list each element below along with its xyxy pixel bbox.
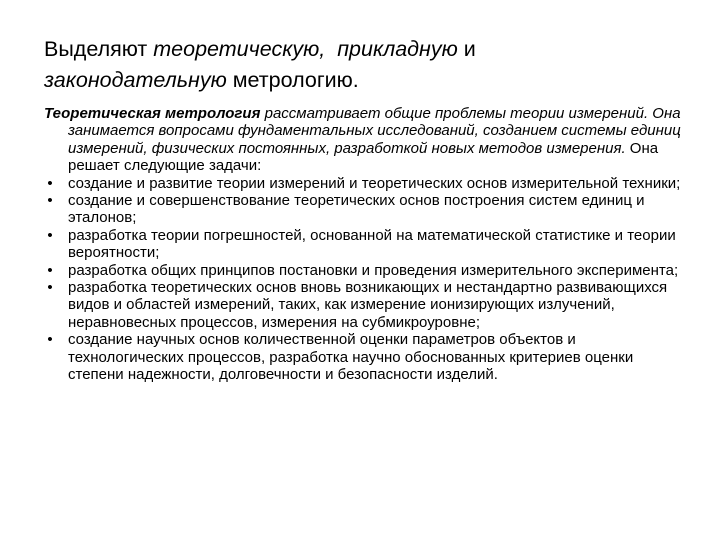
list-item-text: создание и развитие теории измерений и теоретических основ измерительной техники; — [68, 174, 681, 192]
list-item-text: разработка теоретических основ вновь возникающих и нестандартно развивающихся видов и областей измерений, таких, как измерение ионизирующих излучений, неравновесных процессов, измерения на субмикроуровне; — [68, 279, 668, 331]
bullet-icon: • — [47, 226, 53, 244]
bullet-icon: • — [47, 192, 53, 210]
intro-tasks-lead: Она решает следующие задачи: — [68, 139, 659, 175]
slide-title — [44, 34, 684, 96]
title-text-3: и — [457, 37, 482, 61]
list-item — [44, 227, 684, 262]
list-item — [44, 331, 684, 383]
list-item-text: создание научных основ количественной оценки параметров объектов и технологических процессов, разработка научно обоснованных критериев оценки степени надежности, долговечности и безопасности изделий. — [68, 331, 634, 384]
tasks-list — [44, 175, 684, 384]
list-item-text: разработка общих принципов постановки и проведения измерительного эксперимента; — [68, 261, 679, 279]
bullet-icon: • — [47, 279, 53, 297]
list-item — [44, 279, 684, 331]
title-text-1: Выделяют — [44, 37, 154, 61]
list-item-text: создание и совершенствование теоретических основ построения систем единиц и эталонов; — [68, 192, 645, 227]
intro-description: рассматривает общие проблемы теории измерений. Она занимается вопросами фундаментальных исследований, созданием системы единиц измерений, физических постоянных, разработкой новых методов измерения. — [68, 105, 681, 157]
bullet-icon: • — [47, 174, 53, 192]
list-item — [44, 262, 684, 279]
title-text-5: метрологию. — [226, 68, 359, 92]
bullet-icon: • — [47, 261, 53, 279]
intro-paragraph — [44, 105, 684, 175]
title-text-2: теоретическую, прикладную — [153, 37, 458, 61]
list-item — [44, 192, 684, 227]
list-item-text: разработка теории погрешностей, основанной на математической статистике и теории вероятности; — [68, 226, 676, 262]
title-text-4: законодательную — [44, 68, 227, 92]
slide-body — [44, 105, 684, 384]
bullet-icon: • — [47, 331, 53, 349]
list-item — [44, 175, 684, 192]
intro-term: Теоретическая метрология — [44, 105, 261, 122]
